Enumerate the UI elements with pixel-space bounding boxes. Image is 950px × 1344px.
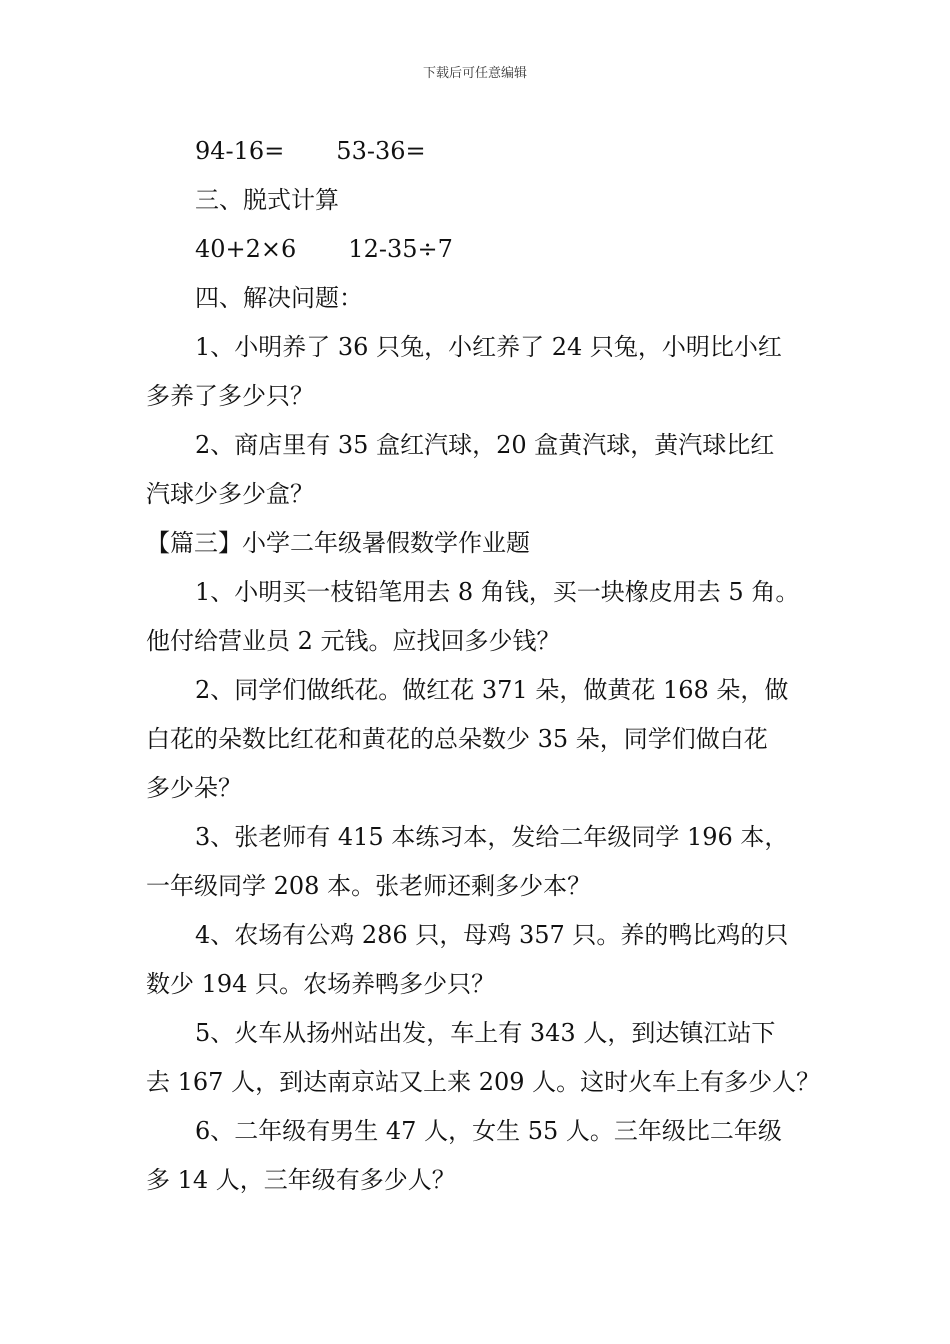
problem-line: 4、农场有公鸡 286 只，母鸡 357 只。养的鸭比鸡的只 <box>195 921 789 949</box>
problem-line: 1、小明养了 36 只兔，小红养了 24 只兔，小明比小红 <box>195 333 782 361</box>
arithmetic-row <box>146 225 816 274</box>
problem-item <box>146 911 816 1009</box>
problem-line: 去 167 人，到达南京站又上来 209 人。这时火车上有多少人？ <box>146 1068 821 1096</box>
arithmetic-expression: 12-35÷7 <box>348 235 453 263</box>
arithmetic-expression: 53-36= <box>336 137 426 165</box>
problem-item <box>146 813 816 911</box>
page-header: 下载后可任意编辑 <box>422 66 527 81</box>
arithmetic-expression: 40+2×6 <box>195 235 297 263</box>
part-title: 【篇三】小学二年级暑假数学作业题 <box>146 529 530 557</box>
problem-item <box>146 666 816 813</box>
problem-item <box>146 1009 821 1107</box>
problem-item <box>146 323 816 421</box>
problem-line: 白花的朵数比红花和黄花的总朵数少 35 朵，同学们做白花 <box>146 725 768 753</box>
problem-line: 多养了多少只？ <box>146 382 314 410</box>
problem-line: 一年级同学 208 本。张老师还剩多少本？ <box>146 872 592 900</box>
problem-line: 汽球少多少盒？ <box>146 480 314 508</box>
problem-item <box>146 568 816 666</box>
document-body <box>146 127 821 1205</box>
problem-line: 3、张老师有 415 本练习本，发给二年级同学 196 本， <box>195 823 789 851</box>
problem-line: 2、商店里有 35 盒红汽球，20 盒黄汽球，黄汽球比红 <box>195 431 775 459</box>
problem-line: 2、同学们做纸花。做红花 371 朵，做黄花 168 朵，做 <box>195 676 789 704</box>
problem-line: 1、小明买一枝铅笔用去 8 角钱，买一块橡皮用去 5 角。 <box>195 578 800 606</box>
problem-line: 5、火车从扬州站出发，车上有 343 人，到达镇江站下 <box>195 1019 776 1047</box>
problem-item <box>146 421 816 519</box>
arithmetic-expression: 94-16= <box>195 137 285 165</box>
problem-line: 多 14 人，三年级有多少人？ <box>146 1166 456 1194</box>
problem-line: 6、二年级有男生 47 人，女生 55 人。三年级比二年级 <box>195 1117 782 1145</box>
problem-line: 数少 194 只。农场养鸭多少只？ <box>146 970 496 998</box>
problem-line: 他付给营业员 2 元钱。应找回多少钱？ <box>146 627 561 655</box>
section-heading: 四、解决问题： <box>195 284 363 312</box>
section-heading: 三、脱式计算 <box>195 186 339 214</box>
problem-item <box>146 1107 816 1205</box>
problem-line: 多少朵？ <box>146 774 242 802</box>
arithmetic-row <box>146 127 816 176</box>
